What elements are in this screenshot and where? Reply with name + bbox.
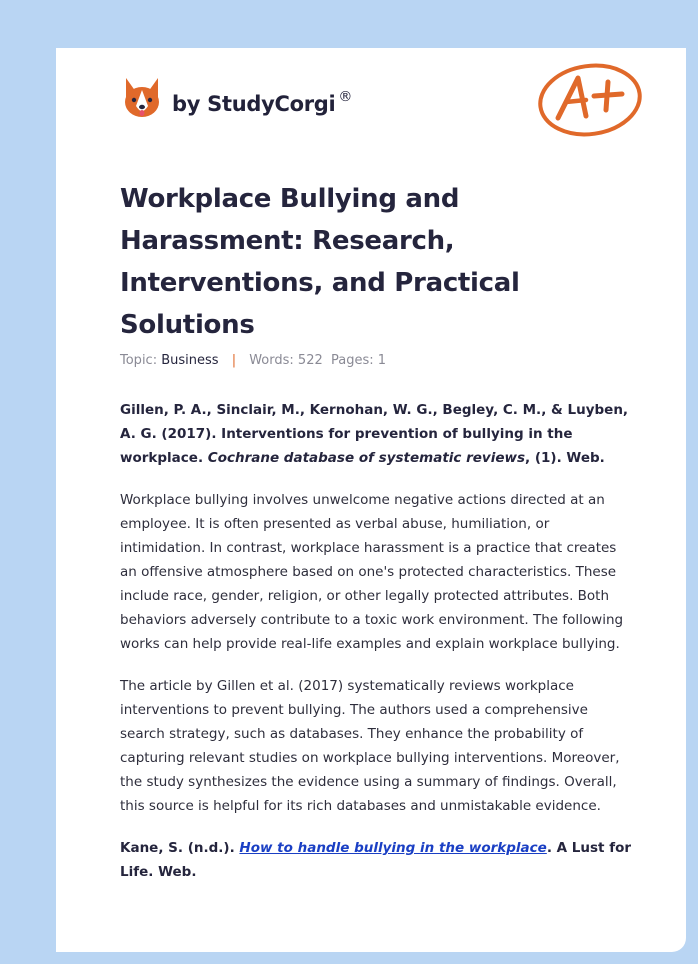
meta-separator: | bbox=[231, 353, 237, 368]
corgi-icon bbox=[122, 76, 162, 120]
paragraph-intro: Workplace bullying involves unwelcome negative actions directed at an employee. It is often presented as verbal abuse, humiliation, or intimidation. In contrast, workplace harassment is a practice that creates an offensive atmosphere based on one's protected characteristics. These include race, gender, religion, or other legally protected attributes. Both behaviors adversely contribute to a toxic work environment. The following works can help provide real-life examples and explain workplace bullying. bbox=[120, 492, 624, 652]
topic-label: Topic: bbox=[120, 353, 158, 368]
reference-kane: Kane, S. (n.d.). How to handle bullying in the workplace. A Lust for Life. Web. bbox=[120, 840, 631, 880]
studycorgi-logo[interactable] bbox=[122, 76, 352, 120]
essay-body bbox=[120, 398, 635, 902]
reference-gillen: Gillen, P. A., Sinclair, M., Kernohan, W. G., Begley, C. M., & Luyben, A. G. (2017). Interventions for prevention of bullying in the workplace. Cochrane database of systematic reviews, (1). Web. bbox=[120, 402, 629, 466]
page-count: Pages: 1 bbox=[331, 353, 387, 368]
document-page bbox=[56, 48, 686, 952]
brand-name: by StudyCorgi ® bbox=[172, 89, 353, 116]
journal-title: Cochrane database of systematic reviews bbox=[207, 450, 526, 466]
kane-article-link[interactable]: How to handle bullying in the workplace bbox=[239, 840, 547, 856]
word-count: Words: 522 bbox=[249, 353, 323, 368]
essay-meta bbox=[120, 353, 386, 368]
topic-link[interactable]: Business bbox=[161, 353, 219, 368]
page-title: Workplace Bullying and Harassment: Research, Interventions, and Practical Solutions bbox=[120, 184, 520, 340]
paragraph-gillen-review: The article by Gillen et al. (2017) systematically reviews workplace interventions to prevent bullying. The authors used a comprehensive search strategy, such as databases. They enhance the probability of capturing relevant studies on workplace bullying interventions. Moreover, the study synthesizes the evidence using a summary of findings. Overall, this source is helpful for its rich databases and unmistakable evidence. bbox=[120, 678, 620, 814]
a-plus-grade-icon bbox=[536, 60, 646, 144]
